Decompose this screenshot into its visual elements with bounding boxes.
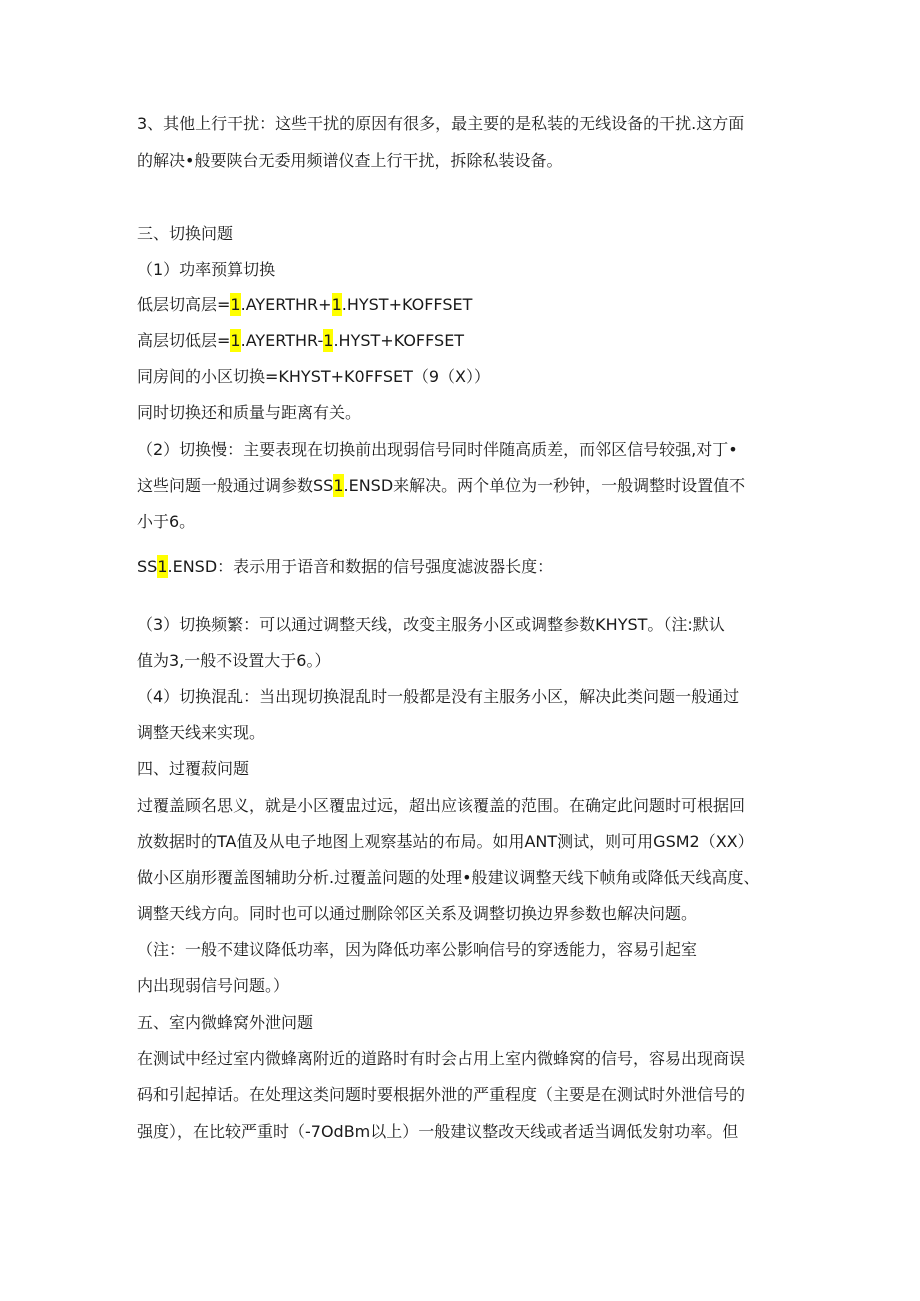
- text-segment: .ENSD：表示用于语音和数据的信号强度滤波器长度：: [167, 557, 554, 576]
- text-segment: .AYERTHR+: [240, 295, 332, 314]
- text-line: 的解决•般要陕台无委用频谱仪查上行干扰，拆除私装设备。: [137, 151, 563, 170]
- text-segment: 高层切低层=: [137, 331, 231, 350]
- section-heading: 三、切换问题: [137, 224, 234, 243]
- text-line: 在测试中经过室内微蜂离附近的道路时有时会占用上室内微蜂窝的信号，容易出现商误: [137, 1049, 746, 1068]
- highlighted-text: 1: [230, 331, 241, 350]
- text-line: （注：一般不建议降低功率，因为降低功率公影响信号的穿透能力，容易引起室: [137, 940, 698, 959]
- highlighted-text: 1: [331, 295, 342, 314]
- highlighted-text: 1: [157, 557, 168, 576]
- section-heading: 四、过覆菽问题: [137, 759, 250, 778]
- text-line: 内出现弱信号问题。）: [137, 976, 290, 995]
- text-segment: 这些问题一般通过调参数SS: [137, 476, 334, 495]
- text-line: 调整天线来实现。: [137, 723, 266, 742]
- highlighted-text: 1: [230, 295, 241, 314]
- formula-line: [137, 295, 472, 315]
- text-line: 放数据时的TA值及从电子地图上观察基站的布局。如用ANT测试，则可用GSM2（XX）: [137, 832, 754, 851]
- text-segment: SS: [137, 557, 158, 576]
- text-segment: .HYST+KOFFSET: [333, 331, 465, 350]
- formula-line: 同房间的小区切换=KHYST+K0FFSET（9（X））: [137, 367, 491, 386]
- text-line: 强度），在比较严重时（-7OdBm以上）一般建议整改天线或者适当调低发射功率。但: [137, 1122, 739, 1141]
- text-line: 小于6。: [137, 512, 196, 531]
- subsection-heading: （1）功率预算切换: [137, 260, 276, 279]
- text-segment: .HYST+KOFFSET: [341, 295, 473, 314]
- text-line: 过覆盖顾名思义，就是小区覆盅过远，超出应该覆盖的范围。在确定此问题时可根据回: [137, 796, 746, 815]
- text-line: （2）切换慢：主要表现在切换前出现弱信号同时伴随高质差，而邻区信号较强,对丁•: [137, 440, 738, 459]
- text-segment: .AYERTHR-: [240, 331, 324, 350]
- text-line: 做小区崩形覆盖图辅助分析.过覆盖问题的处理•般建议调整天线下帧角或降低天线高度、: [137, 868, 760, 887]
- parameter-definition: [137, 557, 553, 577]
- text-line: （3）切换频繁：可以通过调整天线，改变主服务小区或调整参数KHYST。（注:默认: [137, 615, 725, 634]
- highlighted-text: 1: [323, 331, 334, 350]
- text-line: 3、其他上行干扰：这些干扰的原因有很多，最主要的是私装的无线设备的干扰.这方面: [137, 114, 745, 133]
- formula-line: [137, 331, 464, 351]
- text-line: 值为3,一般不设置大于6。）: [137, 651, 331, 670]
- section-heading: 五、室内微蜂窝外泄问题: [137, 1013, 314, 1032]
- highlighted-text: 1: [333, 476, 344, 495]
- text-line: （4）切换混乱：当出现切换混乱时一般都是没有主服务小区，解决此类问题一般通过: [137, 687, 740, 706]
- text-segment: .ENSD来解决。两个单位为一秒钟，一般调整时设置值不: [343, 476, 746, 495]
- text-line: 码和引起掉话。在处理这类问题时要根据外泄的严重程度（主要是在测试时外泄信号的: [137, 1085, 746, 1104]
- text-line: 同时切换还和质量与距离有关。: [137, 403, 362, 422]
- text-segment: 低层切高层=: [137, 295, 231, 314]
- text-line: 调整天线方向。同时也可以通过删除邻区关系及调整切换边界参数也解决问题。: [137, 904, 698, 923]
- text-line: [137, 476, 745, 496]
